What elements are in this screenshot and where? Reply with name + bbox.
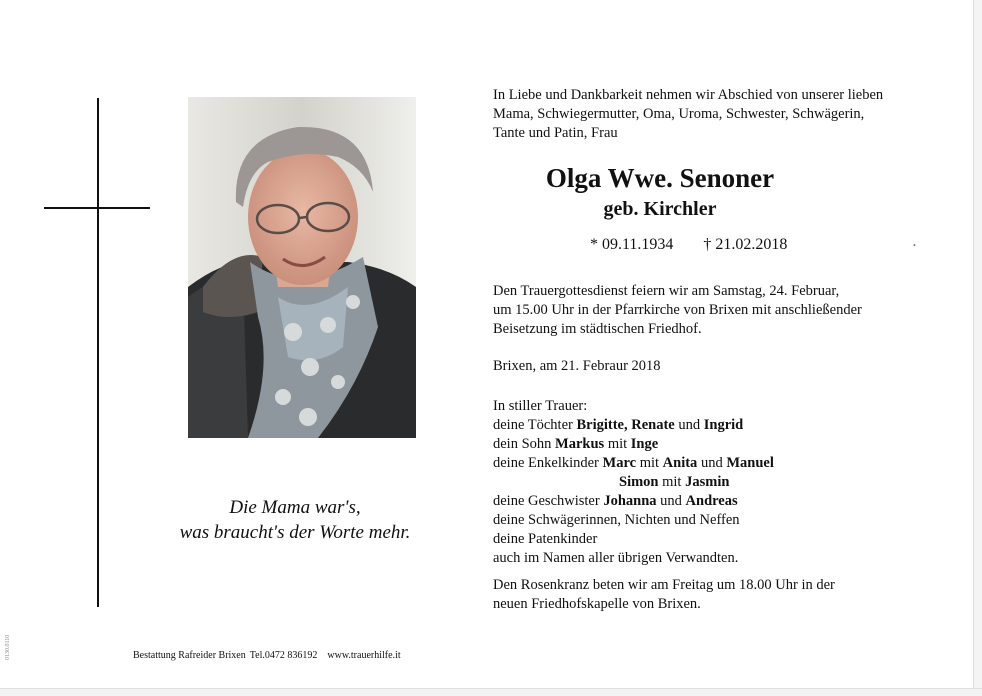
funeral-website[interactable]: www.trauerhilfe.it (327, 650, 401, 661)
cross-vertical-bar (97, 98, 99, 607)
mourners-list (493, 397, 774, 568)
mourner-line-daughters: deine Töchter Brigitte, Renate und Ingrid (493, 417, 744, 433)
service-text: Den Trauergottesdienst feiern wir am Samstag, 24. Februar, um 15.00 Uhr in der Pfarrkirche von Brixen mit anschließender Beisetzung im städtischen Friedhof. (493, 283, 862, 337)
mourners-heading: In stiller Trauer: (493, 398, 588, 414)
mourner-line-siblings: deine Geschwister Johanna und Andreas (493, 493, 738, 509)
memorial-quote (150, 495, 440, 545)
mourner-line-son: dein Sohn Markus mit Inge (493, 436, 659, 452)
life-dates (590, 235, 787, 255)
footer (133, 650, 411, 661)
maiden-name: geb. Kirchler (603, 198, 717, 220)
scan-mark: • (913, 241, 916, 250)
deceased-name: Olga Wwe. Senoner (545, 163, 775, 193)
side-code: 0130.0110 (5, 634, 11, 660)
birth-date: * 09.11.1934 (590, 236, 674, 253)
mourner-line-grandchildren: deine Enkelkinder Marc mit Anita und Manuel (493, 455, 774, 471)
quote-line: was braucht's der Worte mehr. (179, 522, 411, 543)
funeral-phone: Tel.0472 836192 (249, 650, 318, 661)
mourner-line-grandchildren-2: Simon mit Jasmin (619, 474, 730, 490)
mourner-line-in-laws: deine Schwägerinnen, Nichten und Neffen (493, 512, 740, 528)
funeral-company: Bestattung Rafreider Brixen (133, 650, 246, 661)
page-edge-right (973, 0, 982, 695)
quote-line: Die Mama war's, (229, 497, 361, 518)
mourner-line-godchildren: deine Patenkinder (493, 531, 598, 547)
cross-horizontal-bar (44, 207, 150, 209)
rosary-text: Den Rosenkranz beten wir am Freitag um 18.00 Uhr in der neuen Friedhofskapelle von Brixen. (493, 577, 835, 612)
mourner-line-relatives: auch im Namen aller übrigen Verwandten. (493, 550, 739, 566)
place-date: Brixen, am 21. Febraur 2018 (493, 358, 661, 374)
portrait-photo (188, 97, 416, 438)
death-date: † 21.02.2018 (703, 236, 788, 253)
intro-text: In Liebe und Dankbarkeit nehmen wir Abschied von unserer lieben Mama, Schwiegermutter, Oma, Uroma, Schwester, Schwägerin, Tante und Patin, Frau (493, 87, 884, 141)
